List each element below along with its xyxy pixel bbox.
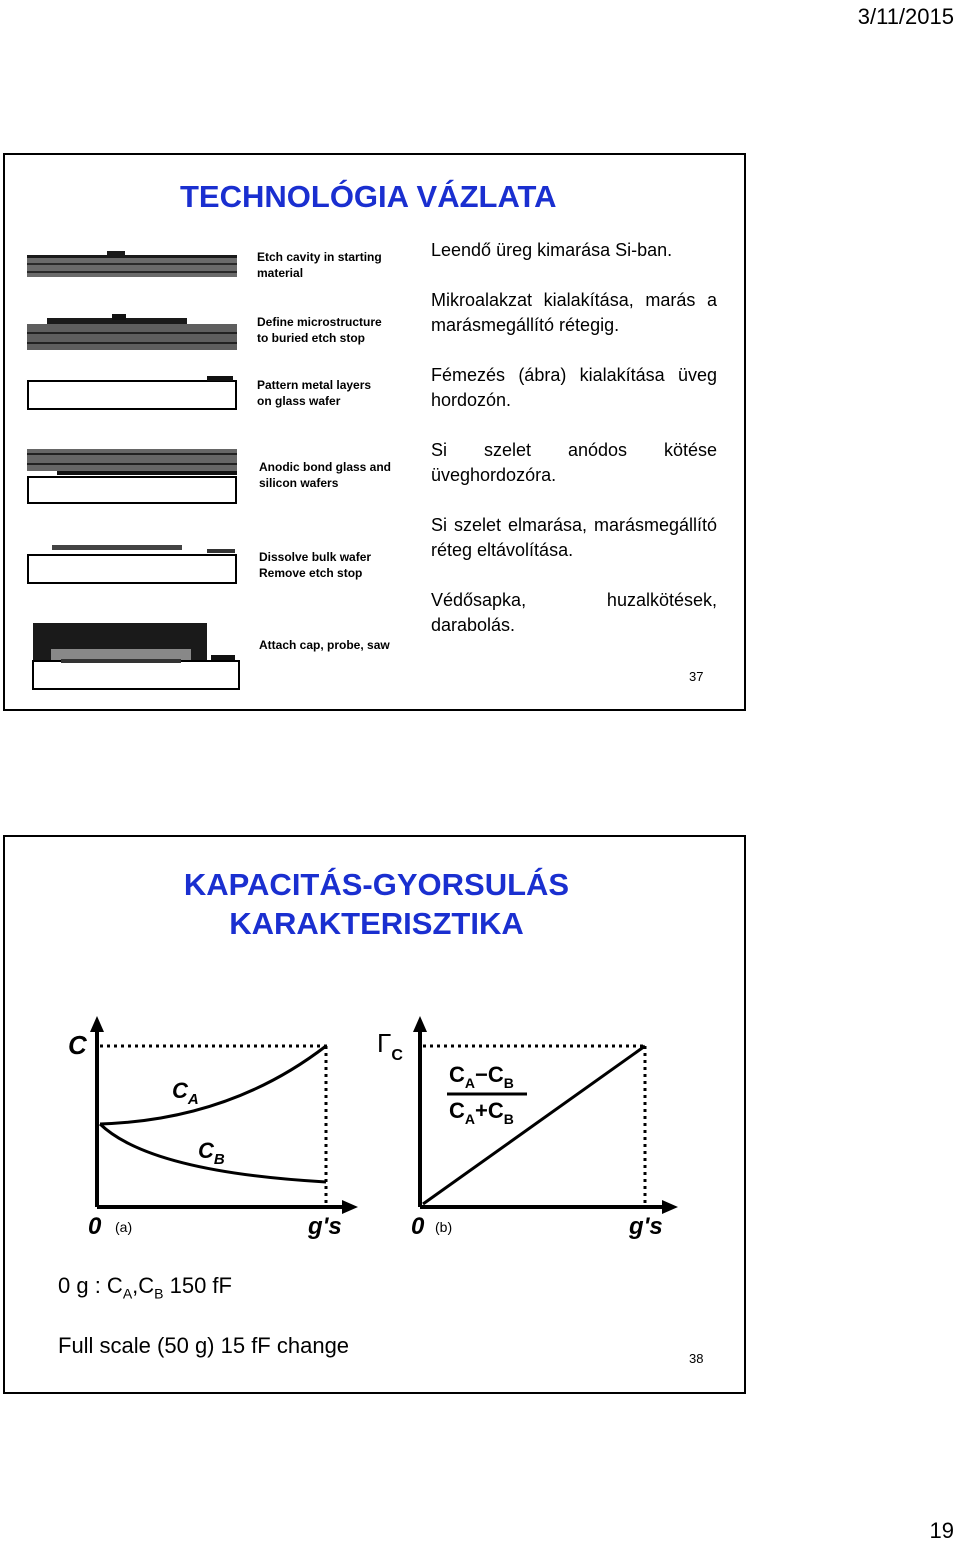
panel-label: (b)	[435, 1219, 453, 1235]
diagram-label: Define microstructure to buried etch stop	[257, 315, 382, 345]
fraction-numerator: $C_A-C_B$	[449, 1062, 514, 1091]
slide-capacitance-acceleration	[3, 835, 746, 1394]
y-label: $\Gamma_C$	[377, 1028, 403, 1064]
slide-title: KAPACITÁS-GYORSULÁS KARAKTERISZTIKA	[183, 867, 570, 941]
process-diagram-1	[27, 243, 427, 283]
y-label: C	[68, 1030, 87, 1060]
step-1-text: Leendő üreg kimarása Si-ban.	[431, 240, 673, 260]
page-number: 19	[929, 1518, 954, 1543]
baseline-capacitance-text: 0 g : $C_A,C_B$ 150 fF	[58, 1273, 232, 1302]
diagram-label: Pattern metal layers on glass wafer	[257, 378, 372, 408]
full-scale-text: Full scale (50 g) 15 fF change	[58, 1333, 350, 1358]
slide-title: TECHNOLÓGIA VÁZLATA	[180, 179, 557, 214]
curve-ca	[100, 1046, 326, 1124]
process-diagram-2	[27, 310, 427, 355]
etch-cavity-illustration	[27, 243, 242, 283]
slide-number: 37	[689, 669, 704, 684]
step-5-text: Si szelet elmarása, marásmegállító réteg eltávolítása.	[431, 515, 717, 560]
process-diagram-6	[31, 621, 431, 693]
x-label: g's	[308, 1213, 342, 1240]
microstructure-illustration	[27, 310, 242, 355]
glass-wafer-illustration	[27, 373, 242, 413]
fraction-denominator: $C_A+C_B$	[449, 1098, 514, 1127]
process-diagram-5	[27, 543, 427, 588]
step-2-text: Mikroalakzat kialakítása, marás a marásmegállító rétegig.	[431, 290, 717, 335]
graph-b	[373, 1012, 683, 1242]
diagram-label: Anodic bond glass and silicon wafers	[259, 460, 392, 490]
x-axis-arrow	[342, 1200, 358, 1214]
x-axis-arrow	[662, 1200, 678, 1214]
process-diagram-3	[27, 373, 427, 413]
diagram-label: Dissolve bulk wafer Remove etch stop	[259, 550, 372, 580]
label-cb: $C_B$	[198, 1138, 225, 1168]
step-4-text: Si szelet anódos kötése üveghordozóra.	[431, 440, 717, 485]
diagram-label: Attach cap, probe, saw	[259, 638, 390, 652]
slide-technology-outline	[3, 153, 746, 711]
origin-label: 0	[88, 1213, 102, 1240]
date: 3/11/2015	[857, 4, 954, 29]
panel-label: (a)	[115, 1219, 133, 1235]
label-ca: $C_A$	[172, 1078, 199, 1108]
origin-label: 0	[411, 1213, 425, 1240]
slide-number: 38	[689, 1351, 704, 1366]
graph-a	[60, 1012, 360, 1242]
process-steps-text	[431, 238, 717, 638]
step-3-text: Fémezés (ábra) kialakítása üveg hordozón.	[431, 365, 717, 410]
y-axis-arrow	[413, 1016, 427, 1032]
step-6-text: Védősapka, huzalkötések, darabolás.	[431, 590, 717, 635]
dissolve-wafer-illustration	[27, 543, 242, 588]
x-label: g's	[629, 1213, 663, 1240]
diagram-label: Etch cavity in starting material	[257, 250, 382, 280]
cap-probe-illustration	[31, 621, 246, 693]
process-diagram-4	[27, 447, 427, 507]
anodic-bond-illustration	[27, 447, 242, 507]
y-axis-arrow	[90, 1016, 104, 1032]
